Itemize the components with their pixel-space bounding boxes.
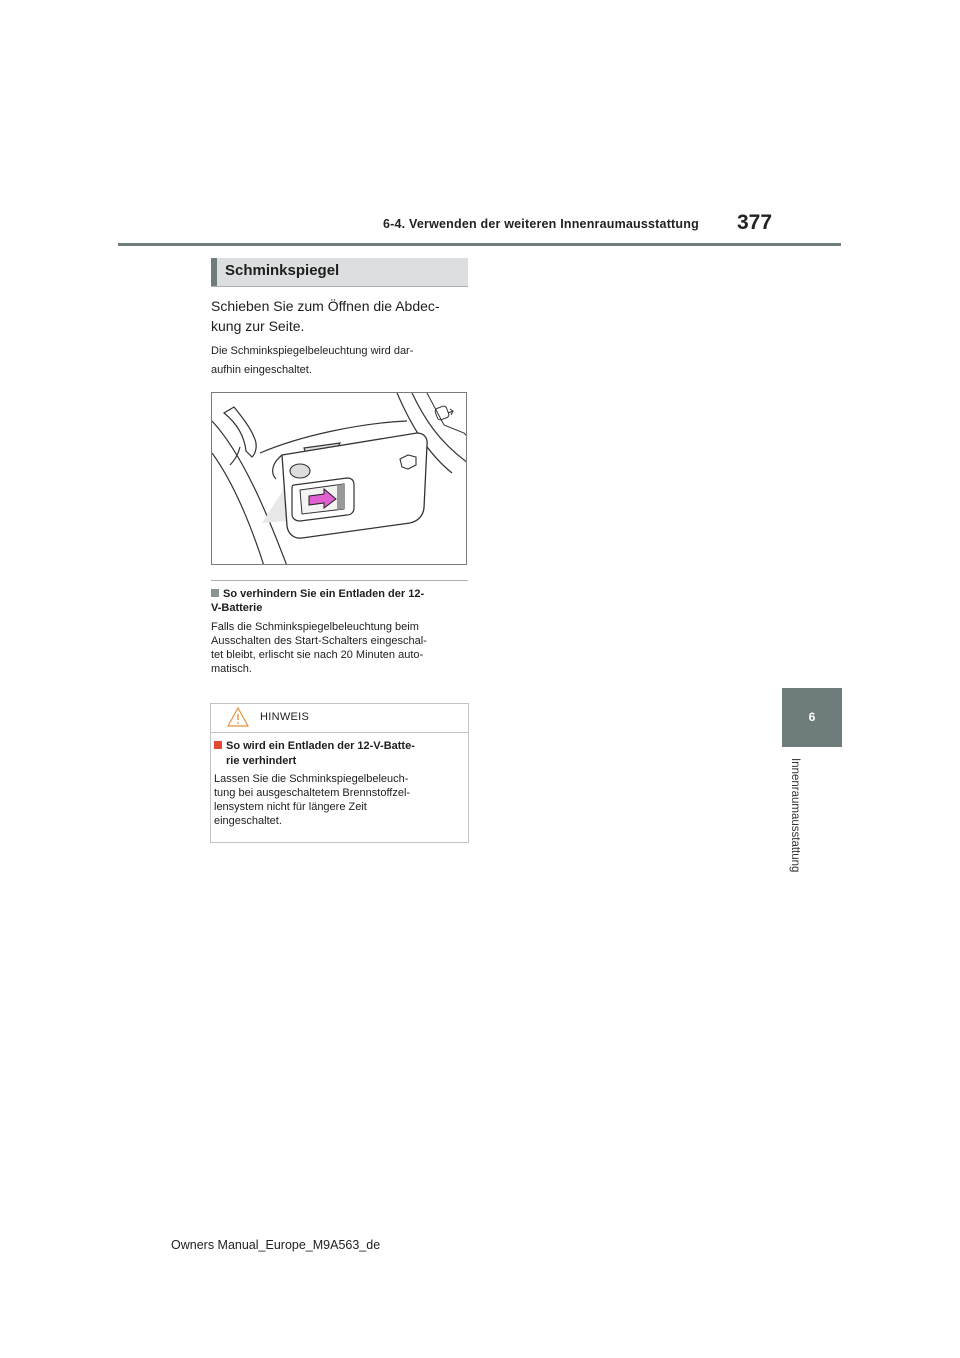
- notice-text-line: Lassen Sie die Schminkspiegelbeleuch-: [214, 773, 409, 785]
- notice-text: [214, 772, 464, 828]
- note-heading: [211, 587, 469, 615]
- intro-subtext: [211, 342, 471, 380]
- intro-line: Schieben Sie zum Öffnen die Abdec-: [211, 298, 440, 314]
- notice-heading-text: So wird ein Entladen der 12-V-Batte-: [226, 740, 415, 752]
- note-text-line: Ausschalten des Start-Schalters eingeschal-: [211, 635, 427, 647]
- note-text-line: tet bleibt, erlischt sie nach 20 Minuten auto-: [211, 649, 424, 661]
- notice-text-line: tung bei ausgeschaltetem Brennstoffzel-: [214, 787, 411, 799]
- notice-heading-line: rie verhindert: [226, 755, 297, 767]
- chapter-tab: 6: [782, 688, 842, 747]
- heading-underline: [211, 286, 468, 287]
- page-number: 377: [737, 211, 773, 234]
- notice-text-line: lensystem nicht für längere Zeit: [214, 801, 367, 813]
- notice-heading: [214, 739, 464, 769]
- note-heading-text: So verhindern Sie ein Entladen der 12-: [223, 588, 425, 600]
- notice-divider: [210, 732, 469, 733]
- bullet-square-icon: [214, 741, 222, 749]
- bullet-square-icon: [211, 589, 219, 597]
- note-heading-line: V-Batterie: [211, 602, 263, 614]
- chapter-name-vertical: [787, 758, 801, 898]
- note-text: [211, 620, 469, 676]
- note-text-line: matisch.: [211, 663, 252, 675]
- vanity-mirror-illustration: [211, 392, 467, 565]
- notice-heading-line: [214, 739, 464, 754]
- running-header-title: 6-4. Verwenden der weiteren Innenraumausstattung: [383, 217, 699, 231]
- intro-paragraph: [211, 296, 471, 336]
- section-divider: [211, 580, 468, 581]
- intro-sub-line: Die Schminkspiegelbeleuchtung wird dar-: [211, 345, 414, 357]
- section-heading: [211, 258, 468, 286]
- header-rule: [118, 243, 841, 246]
- notice-text-line: eingeschaltet.: [214, 815, 282, 827]
- chapter-name-label: Innenraumausstattung: [789, 758, 801, 873]
- intro-sub-line: aufhin eingeschaltet.: [211, 364, 312, 376]
- note-text-line: Falls die Schminkspiegelbeleuchtung beim: [211, 621, 419, 633]
- notice-title: HINWEIS: [260, 711, 310, 723]
- footer-text: Owners Manual_Europe_M9A563_de: [171, 1238, 381, 1252]
- vanity-mirror-drawing: [212, 393, 467, 565]
- intro-line: kung zur Seite.: [211, 318, 305, 334]
- section-heading-label: Schminkspiegel: [225, 262, 340, 279]
- warning-triangle-icon: [227, 707, 249, 727]
- note-heading-line: [211, 587, 469, 601]
